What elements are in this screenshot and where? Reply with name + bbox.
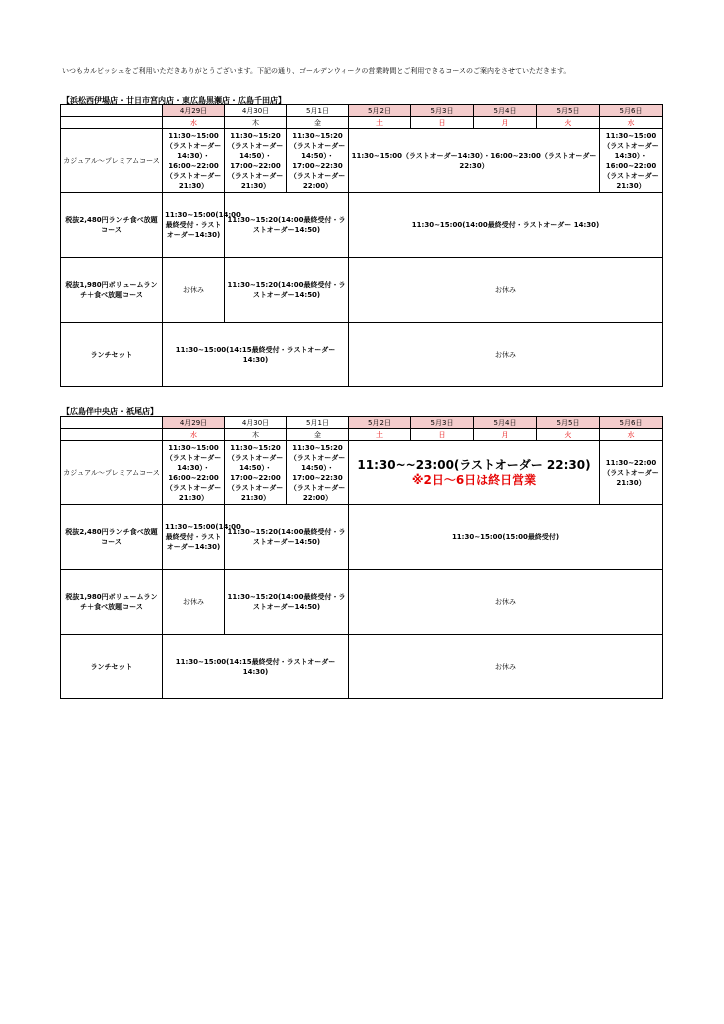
course-name: 税抜2,480円ランチ食べ放題コース: [61, 193, 163, 258]
hours-may6: 11:30~15:00（ラストオーダー14:30）・16:00~22:00（ラストオーダー21:30）: [600, 129, 663, 193]
hours-apr30: 11:30~15:20（ラストオーダー14:50）・17:00~22:00（ラストオーダー21:30）: [225, 441, 287, 505]
hours-apr29-may1: 11:30~15:00(14:15最終受付・ラストオーダー14:30): [163, 635, 349, 699]
date-may2: 5月2日: [349, 105, 411, 117]
hours-apr29: 11:30~15:00（ラストオーダー14:30）・16:00~22:00（ラストオーダー21:30）: [163, 441, 225, 505]
date-apr29: 4月29日: [163, 105, 225, 117]
hours-may2-6: 11:30~15:00(14:00最終受付・ラストオーダー 14:30): [349, 193, 663, 258]
hours-may2-6: 11:30~15:00(15:00最終受付): [349, 505, 663, 570]
course-name: 税抜2,480円ランチ食べ放題コース: [61, 505, 163, 570]
weekday-may5: 火: [537, 429, 600, 441]
hours-apr30-may1: 11:30~15:20(14:00最終受付・ラストオーダー14:50): [225, 570, 349, 635]
hours-may1: 11:30~15:20（ラストオーダー14:50）・17:00~22:30（ラストオーダー22:00）: [287, 129, 349, 193]
row-lunch-1980: [61, 258, 663, 323]
course-name: ランチセット: [61, 635, 163, 699]
hours-apr30-may1: 11:30~15:20(14:00最終受付・ラストオーダー14:50): [225, 505, 349, 570]
weekday-may1: 金: [287, 117, 349, 129]
date-apr29: 4月29日: [163, 417, 225, 429]
date-may2: 5月2日: [349, 417, 411, 429]
hours-apr30: 11:30~15:20（ラストオーダー14:50）・17:00~22:00（ラストオーダー21:30）: [225, 129, 287, 193]
status-may2-6: お休み: [349, 635, 663, 699]
hours-apr30-may1: 11:30~15:20(14:00最終受付・ラストオーダー14:50): [225, 193, 349, 258]
date-may1: 5月1日: [287, 105, 349, 117]
hours-may6: 11:30~22:00（ラストオーダー21:30）: [600, 441, 663, 505]
all-day-hours: 11:30~~23:00(ラストオーダー 22:30): [357, 457, 591, 472]
date-apr30: 4月30日: [225, 105, 287, 117]
row-lunch-1980: [61, 570, 663, 635]
weekday-apr30: 木: [225, 429, 287, 441]
course-name: 税抜1,980円ボリュームランチ＋食べ放題コース: [61, 570, 163, 635]
hours-apr29-may1: 11:30~15:00(14:15最終受付・ラストオーダー14:30): [163, 323, 349, 387]
date-apr30: 4月30日: [225, 417, 287, 429]
hours-apr29: 11:30~15:00(14:00最終受付・ラストオーダー14:30): [163, 193, 225, 258]
weekday-may6: 水: [600, 429, 663, 441]
hours-may2-5: [349, 441, 600, 505]
status-apr29: お休み: [163, 570, 225, 635]
course-name: ランチセット: [61, 323, 163, 387]
weekday-may2: 土: [349, 117, 411, 129]
course-name: カジュアル～プレミアムコース: [61, 129, 163, 193]
row-lunch-2480: [61, 193, 663, 258]
status-may2-6: お休み: [349, 323, 663, 387]
intro-text: いつもカルビッシュをご利用いただきありがとうございます。下記の通り、ゴールデンウィークの営業時間とご利用できるコースのご案内をさせていただきます。: [62, 67, 571, 75]
weekday-apr29: 水: [163, 429, 225, 441]
course-name: 税抜1,980円ボリュームランチ＋食べ放題コース: [61, 258, 163, 323]
date-row: [61, 105, 663, 117]
all-day-note: ※2日～6日は終日営業: [411, 472, 537, 487]
weekday-may3: 日: [411, 117, 474, 129]
row-lunch-2480: [61, 505, 663, 570]
store-heading-1: 【浜松西伊場店・廿日市宮内店・東広島黒瀬店・広島千田店】: [62, 96, 286, 105]
course-name: カジュアル～プレミアムコース: [61, 441, 163, 505]
hours-may2-5: 11:30~15:00（ラストオーダー14:30）・16:00~23:00（ラストオーダー22:30）: [349, 129, 600, 193]
status-may2-6: お休み: [349, 570, 663, 635]
weekday-row: [61, 117, 663, 129]
weekday-may3: 日: [411, 429, 474, 441]
date-may4: 5月4日: [474, 105, 537, 117]
weekday-may4: 月: [474, 429, 537, 441]
weekday-may4: 月: [474, 117, 537, 129]
hours-may1: 11:30~15:20（ラストオーダー14:50）・17:00~22:30（ラストオーダー22:00）: [287, 441, 349, 505]
store-heading-2: 【広島伴中央店・祇尾店】: [62, 407, 158, 416]
date-may3: 5月3日: [411, 105, 474, 117]
weekday-may5: 火: [537, 117, 600, 129]
row-lunch-set: [61, 635, 663, 699]
row-lunch-set: [61, 323, 663, 387]
date-row: [61, 417, 663, 429]
schedule-table-2: [60, 416, 663, 699]
weekday-may6: 水: [600, 117, 663, 129]
date-may3: 5月3日: [411, 417, 474, 429]
hours-apr30-may1: 11:30~15:20(14:00最終受付・ラストオーダー14:50): [225, 258, 349, 323]
row-casual-premium: [61, 441, 663, 505]
row-casual-premium: [61, 129, 663, 193]
weekday-apr30: 木: [225, 117, 287, 129]
date-may5: 5月5日: [537, 105, 600, 117]
weekday-row: [61, 429, 663, 441]
date-may4: 5月4日: [474, 417, 537, 429]
hours-apr29: 11:30~15:00（ラストオーダー14:30）・16:00~22:00（ラストオーダー21:30）: [163, 129, 225, 193]
weekday-may1: 金: [287, 429, 349, 441]
date-may6: 5月6日: [600, 417, 663, 429]
date-may5: 5月5日: [537, 417, 600, 429]
schedule-table-1: [60, 104, 663, 387]
status-may2-6: お休み: [349, 258, 663, 323]
hours-apr29: 11:30~15:00(14:00最終受付・ラストオーダー14:30): [163, 505, 225, 570]
date-may6: 5月6日: [600, 105, 663, 117]
status-apr29: お休み: [163, 258, 225, 323]
weekday-may2: 土: [349, 429, 411, 441]
date-may1: 5月1日: [287, 417, 349, 429]
weekday-apr29: 水: [163, 117, 225, 129]
